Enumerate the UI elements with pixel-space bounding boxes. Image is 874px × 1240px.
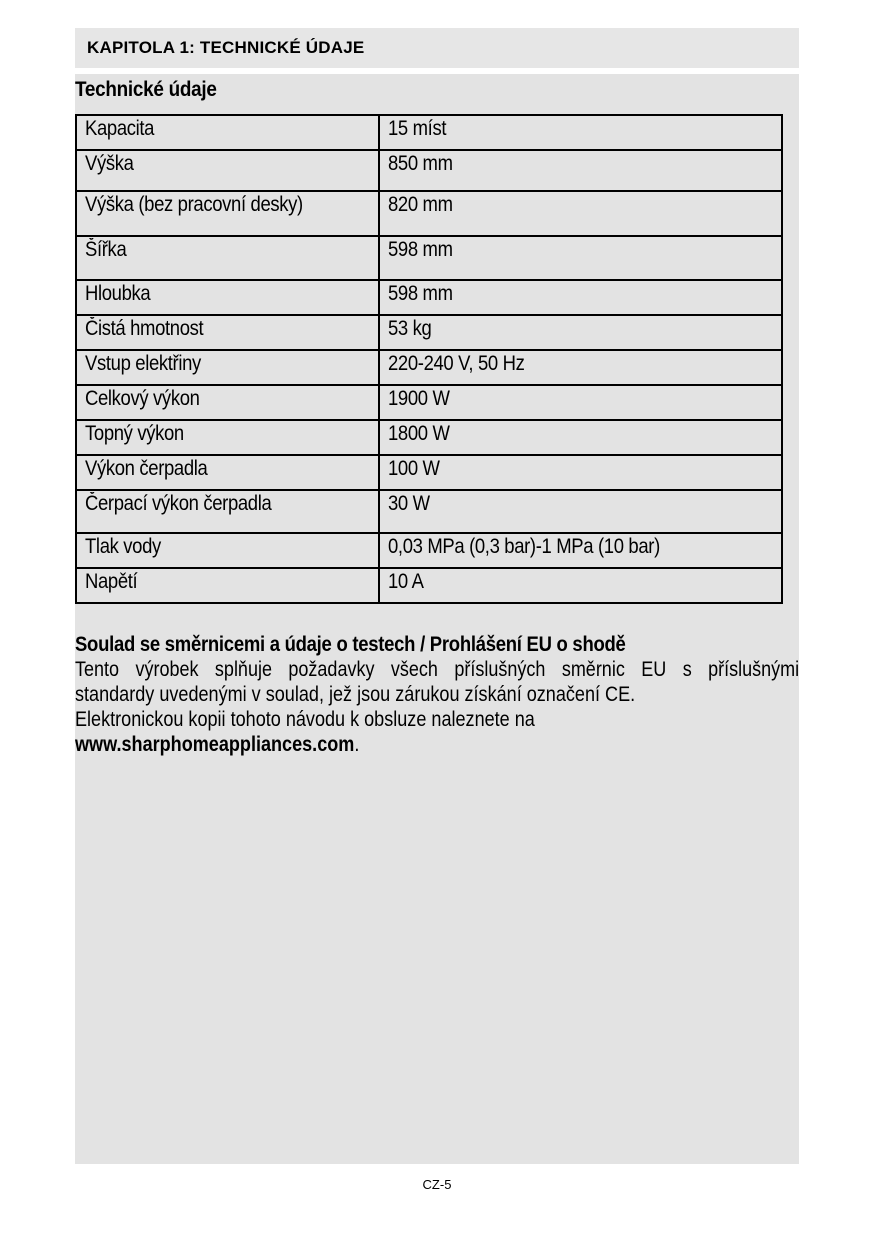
table-row	[76, 280, 782, 315]
spec-value: 820 mm	[379, 191, 782, 236]
spec-label: Výška	[76, 150, 379, 191]
spec-label: Napětí	[76, 568, 379, 603]
spec-value: 15 míst	[379, 115, 782, 150]
spec-label: Tlak vody	[76, 533, 379, 568]
spec-label: Topný výkon	[76, 420, 379, 455]
table-row	[76, 490, 782, 533]
spec-value: 598 mm	[379, 236, 782, 280]
page-number: CZ-5	[422, 1177, 452, 1192]
table-row	[76, 191, 782, 236]
website-link[interactable]: www.sharphomeappliances.com	[75, 733, 355, 756]
spec-value: 100 W	[379, 455, 782, 490]
table-row	[76, 385, 782, 420]
spec-value: 0,03 MPa (0,3 bar)-1 MPa (10 bar)	[379, 533, 782, 568]
spec-value: 10 A	[379, 568, 782, 603]
compliance-text-line: Tento výrobek splňuje požadavky všech příslušných směrnic EU s příslušnými	[75, 658, 800, 681]
spec-label: Hloubka	[76, 280, 379, 315]
spec-label: Šířka	[76, 236, 379, 280]
spec-value: 1800 W	[379, 420, 782, 455]
table-row	[76, 420, 782, 455]
spec-value: 598 mm	[379, 280, 782, 315]
spec-value: 1900 W	[379, 385, 782, 420]
spec-label: Čerpací výkon čerpadla	[76, 490, 379, 533]
spec-label: Čistá hmotnost	[76, 315, 379, 350]
compliance-text-line: standardy uvedenými v soulad, jež jsou zárukou získání označení CE.	[75, 683, 636, 706]
spec-label: Celkový výkon	[76, 385, 379, 420]
table-row	[76, 533, 782, 568]
compliance-url-line	[75, 732, 698, 757]
compliance-section	[75, 632, 799, 757]
spec-value: 220-240 V, 50 Hz	[379, 350, 782, 385]
compliance-title: Soulad se směrnicemi a údaje o testech / Prohlášení EU o shodě	[75, 633, 626, 656]
table-row	[76, 568, 782, 603]
table-row	[76, 455, 782, 490]
section-title: Technické údaje	[75, 78, 217, 101]
table-row	[76, 115, 782, 150]
table-row	[76, 236, 782, 280]
spec-label: Kapacita	[76, 115, 379, 150]
spec-value: 30 W	[379, 490, 782, 533]
table-row	[76, 150, 782, 191]
chapter-title: KAPITOLA 1: TECHNICKÉ ÚDAJE	[87, 38, 365, 57]
spec-label: Výkon čerpadla	[76, 455, 379, 490]
content-panel	[75, 74, 799, 1164]
url-suffix: .	[354, 733, 360, 756]
compliance-text-line: Elektronickou kopii tohoto návodu k obsluze naleznete na	[75, 708, 535, 731]
spec-table	[75, 114, 783, 604]
spec-label: Výška (bez pracovní desky)	[76, 191, 379, 236]
table-row	[76, 315, 782, 350]
spec-value: 53 kg	[379, 315, 782, 350]
table-row	[76, 350, 782, 385]
chapter-header	[75, 28, 799, 68]
spec-value: 850 mm	[379, 150, 782, 191]
spec-label: Vstup elektřiny	[76, 350, 379, 385]
